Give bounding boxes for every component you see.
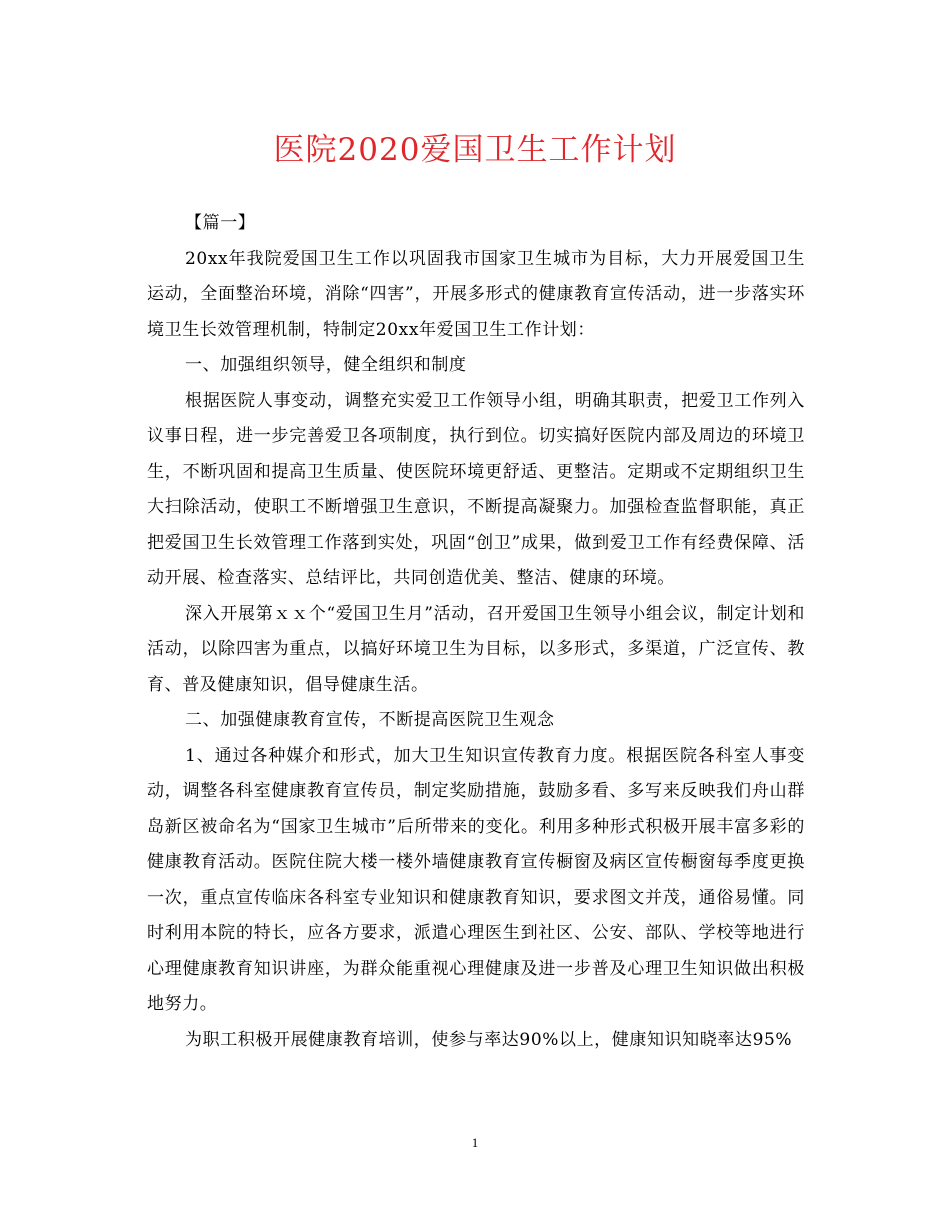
document-body (147, 206, 805, 1058)
section-label: 【篇一】 (185, 213, 256, 233)
heading-section-1: 一、加强组织领导，健全组织和制度 (185, 355, 467, 375)
paragraph-health-month: 深入开展第ｘｘ个“爱国卫生月”活动，召开爱国卫生领导小组会议，制定计划和活动，以除四害为重点，以搞好环境卫生为目标，以多形式，多渠道，广泛宣传、教育、普及健康知识，倡导健康生活。 (147, 603, 805, 695)
paragraph-section-2-item-1: 1、通过各种媒介和形式，加大卫生知识宣传教育力度。根据医院各科室人事变动，调整各科室健康教育宣传员，制定奖励措施，鼓励多看、多写来反映我们舟山群岛新区被命名为“国家卫生城市”后所带来的变化。利用多种形式积极开展丰富多彩的健康教育活动。医院住院大楼一楼外墙健康教育宣传橱窗及病区宣传橱窗每季度更换一次，重点宣传临床各科室专业知识和健康教育知识，要求图文并茂，通俗易懂。同时利用本院的特长，应各方要求，派遣心理医生到社区、公安、部队、学校等地进行心理健康教育知识讲座，为群众能重视心理健康及进一步普及心理卫生知识做出积极地努力。 (147, 745, 805, 1014)
document-title: 医院2020爱国卫生工作计划 (273, 132, 677, 168)
paragraph-intro: 20xx年我院爱国卫生工作以巩固我市国家卫生城市为目标，大力开展爱国卫生运动，全面整治环境，消除“四害”，开展多形式的健康教育宣传活动，进一步落实环境卫生长效管理机制，特制定20xx年爱国卫生工作计划： (147, 248, 805, 340)
heading-section-2: 二、加强健康教育宣传，不断提高医院卫生观念 (185, 710, 555, 730)
page-number: 1 (471, 1135, 479, 1150)
paragraph-training: 为职工积极开展健康教育培训，使参与率达90%以上，健康知识知晓率达95% (185, 1029, 793, 1050)
paragraph-section-1: 根据医院人事变动，调整充实爱卫工作领导小组，明确其职责，把爱卫工作列入议事日程，进一步完善爱卫各项制度，执行到位。切实搞好医院内部及周边的环境卫生，不断巩固和提高卫生质量、使医院环境更舒适、更整洁。定期或不定期组织卫生大扫除活动，使职工不断增强卫生意识，不断提高凝聚力。加强检查监督职能，真正把爱国卫生长效管理工作落到实处，巩固“创卫”成果，做到爱卫工作有经费保障、活动开展、检查落实、总结评比，共同创造优美、整洁、健康的环境。 (147, 390, 805, 588)
